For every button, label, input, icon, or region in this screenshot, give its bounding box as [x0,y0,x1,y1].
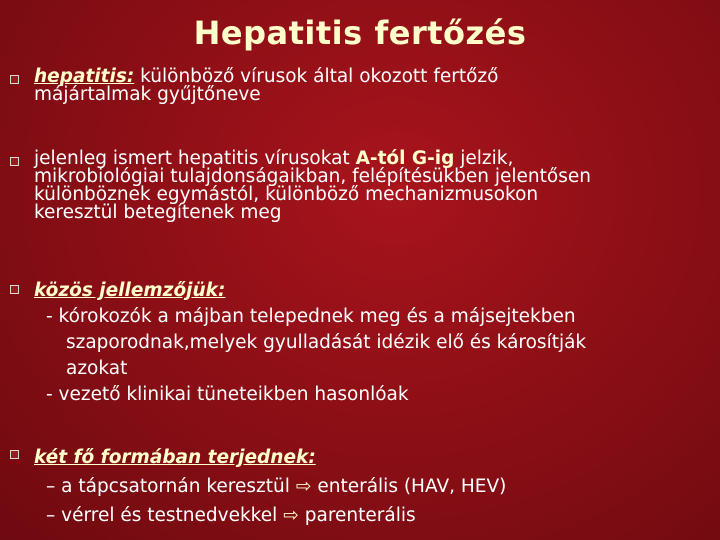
bullet-text [34,68,694,104]
bullet-line: jelenleg ismert hepatitis vírusokat [34,148,350,169]
bullet-term: két fő formában terjednek: [34,447,316,468]
bullet-text [34,443,694,530]
route-result: enterális (HAV, HEV) [317,476,507,497]
square-bullet-icon [10,450,19,459]
route-parenteral [34,501,694,530]
bullet-line: szaporodnak,melyek gyulladását idézik elő és károsítják [66,332,587,353]
bullet-line: mikrobiológiai tulajdonságaikban, felépítésükben jelentősen [34,166,591,187]
bullet-text [34,278,694,408]
route-prefix: – vérrel és testnedvekkel [46,505,278,526]
bullet-term: közös jellemzőjük: [34,280,226,301]
bullet-line: májártalmak gyűjtőneve [34,84,261,105]
bullet-line: keresztül betegítenek meg [34,202,282,223]
square-bullet-icon [10,285,19,294]
bullet-line: - vezető klinikai tüneteikben hasonlóak [46,384,409,405]
slide-title: Hepatitis fertőzés [193,14,527,52]
bullet-text [34,150,694,222]
route-result: parenterális [304,505,416,526]
route-prefix: – a tápcsatornán keresztül [46,476,290,497]
virus-range: A-tól G-ig [355,148,455,169]
bullet-line: - kórokozók a májban telepednek meg és a májsejtekben [46,306,576,327]
route-enteral [34,472,694,501]
bullet-line: különböző vírusok által okozott fertőző [140,66,499,87]
bullet-term: hepatitis: [34,66,135,87]
bullet-line: különböznek egymástól, különböző mechanizmusokon [34,184,539,205]
outline-arrow-right-icon: ⇨ [295,476,312,497]
outline-arrow-right-icon: ⇨ [283,505,299,526]
bullet-line: azokat [66,358,128,379]
bullet-line: jelzik, [460,148,514,169]
square-bullet-icon [10,75,19,84]
square-bullet-icon [10,157,19,166]
